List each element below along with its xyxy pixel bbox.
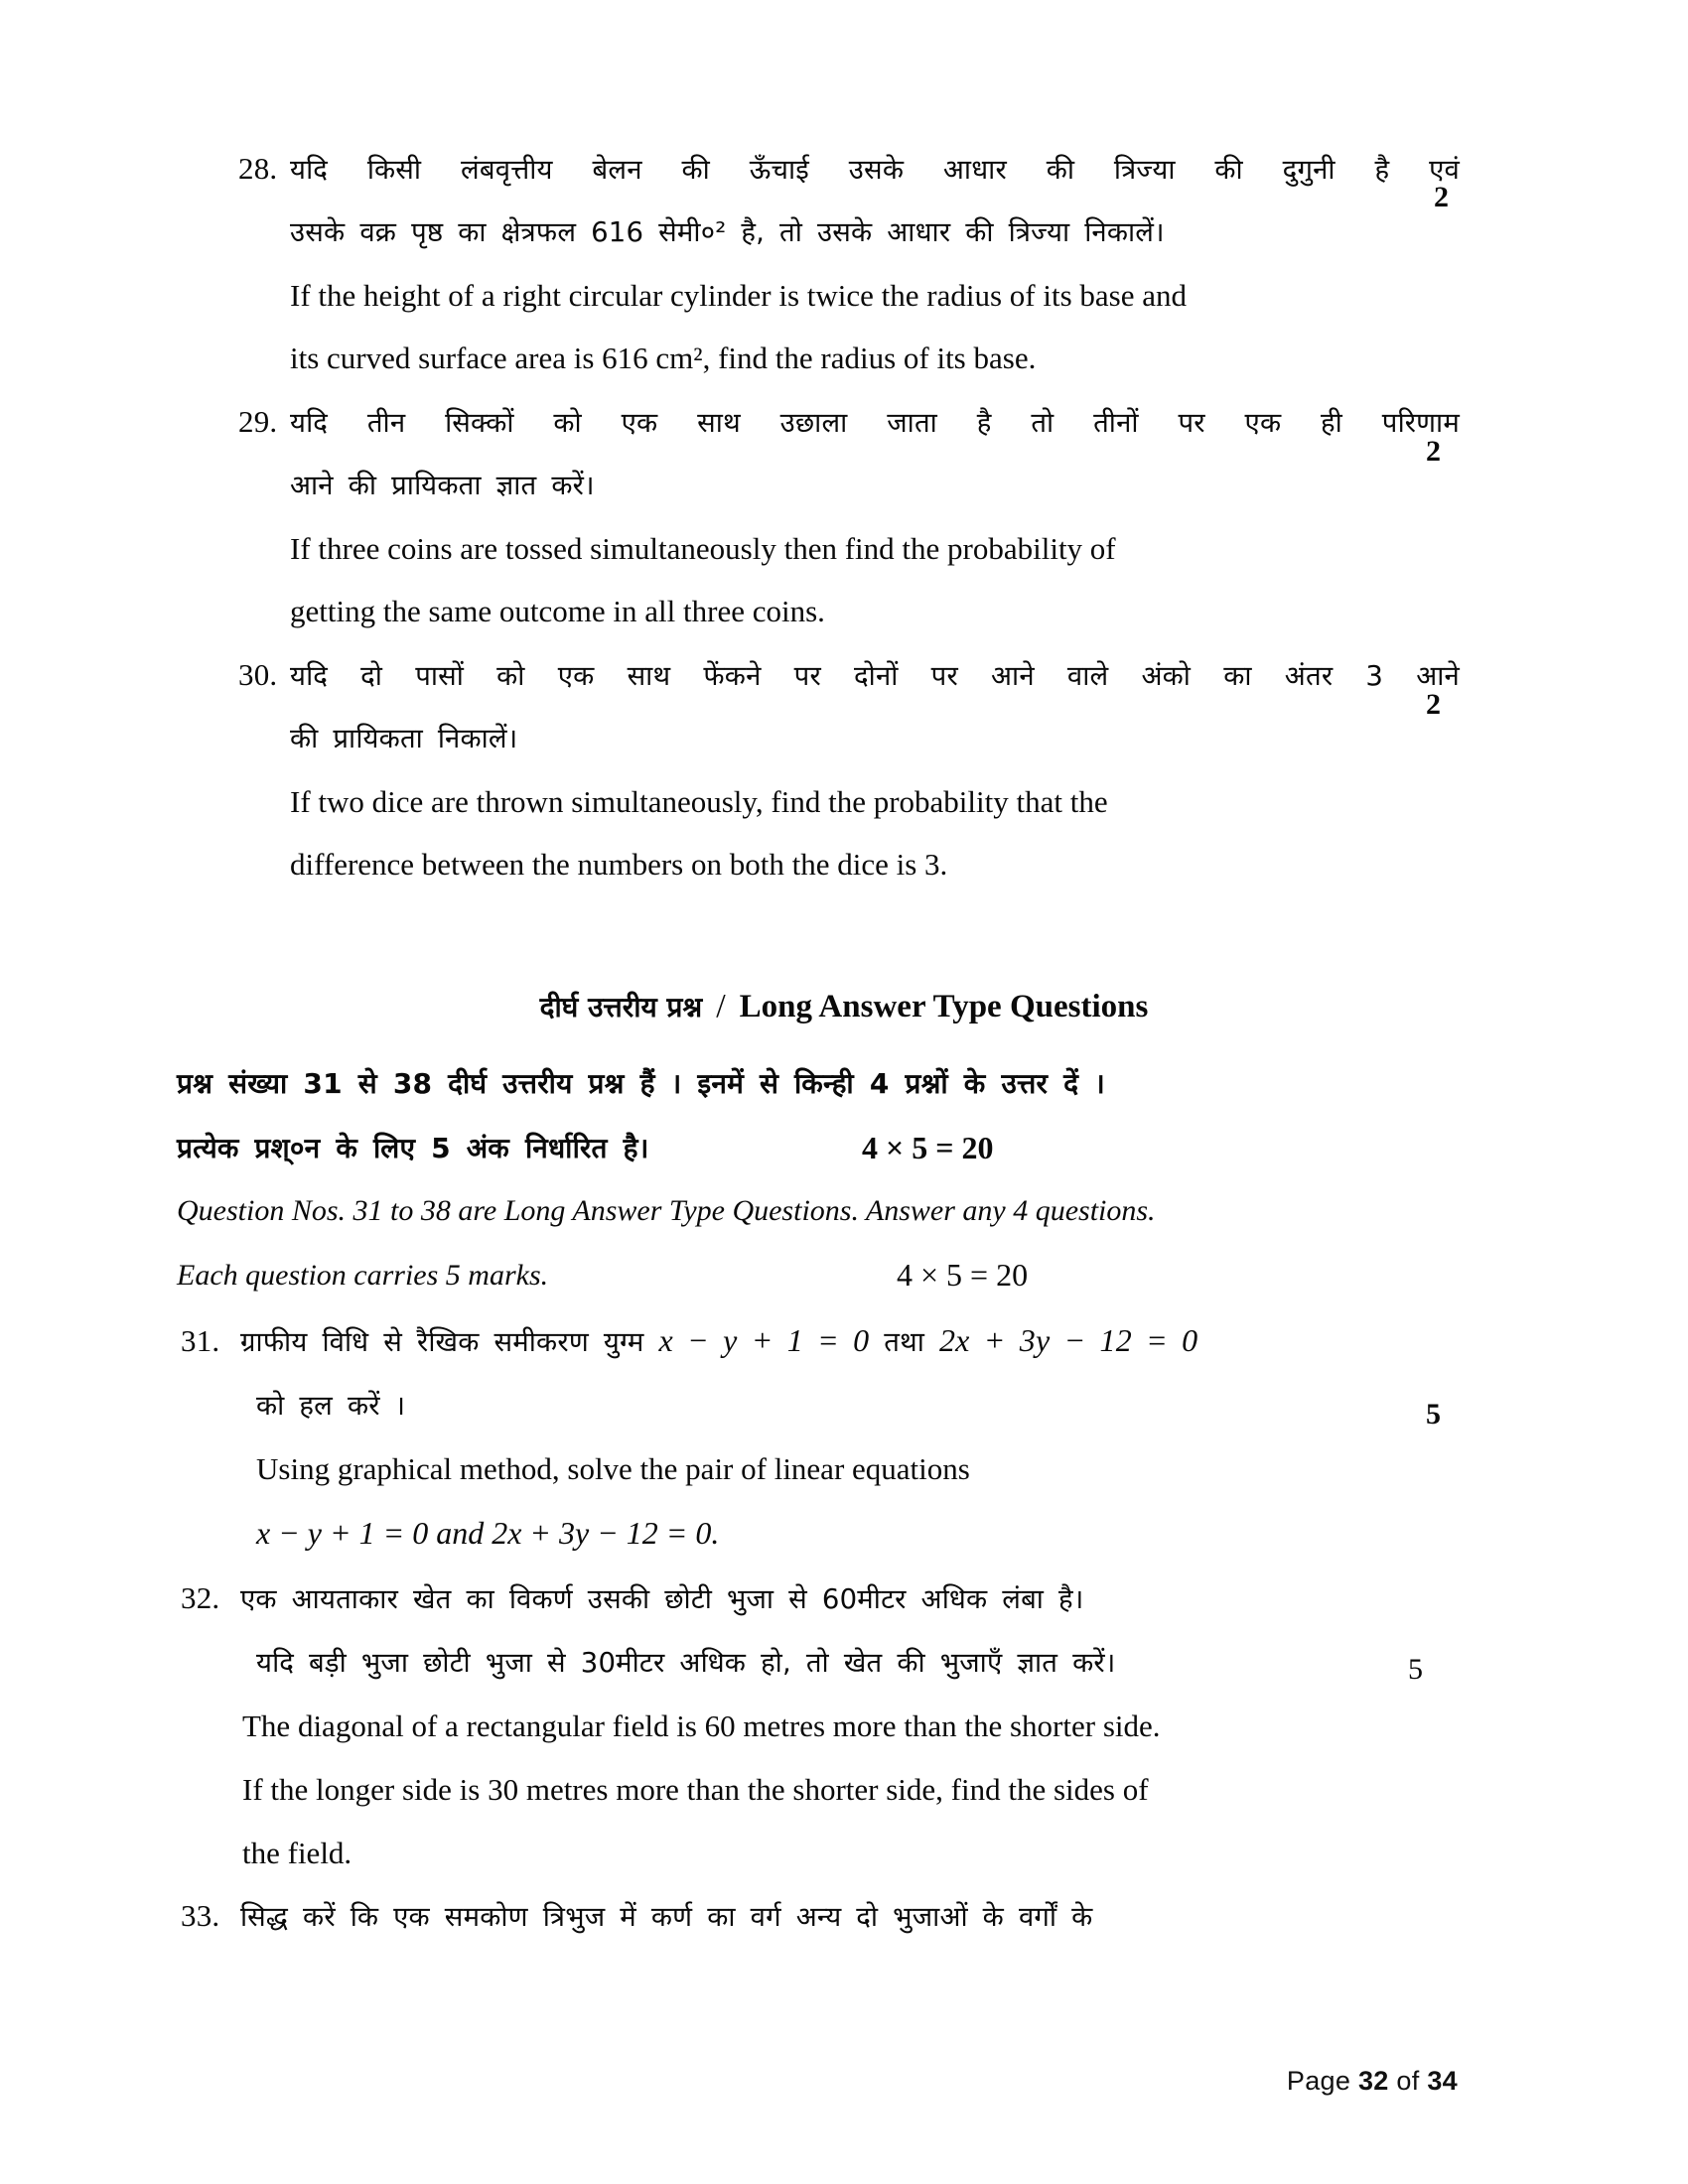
q29-english-line-2 [238,581,1460,642]
q31-hindi-before: ग्राफीय विधि से रैखिक समीकरण युग्म [240,1326,659,1358]
q32-english-line-3: the field. [242,1836,352,1870]
q28-marks: 2 [1434,181,1449,213]
instruction-english-1: Question Nos. 31 to 38 are Long Answer Type Questions. Answer any 4 questions. [177,1194,1156,1227]
q30-hindi-line-1 [238,643,1460,708]
instruction-hindi-2: प्रत्येक प्रश्०न के लिए 5 अंक निर्धारित है। [177,1132,649,1164]
q31-marks: 5 [1426,1398,1441,1431]
instruction-hindi-1: प्रश्न संख्या 31 से 38 दीर्घ उत्तरीय प्रश्न हैं । इनमें से किन्ही 4 प्रश्नों के उत्तर दें । [177,1067,1105,1100]
q32-hindi-line-1 [181,1567,1462,1631]
q28-hindi-line-1 [238,137,1460,202]
section-heading-separator: / [716,988,726,1024]
q31-equation-2: 2x + 3y − 12 = 0 [938,1322,1198,1358]
q30-number: 30. [238,657,278,692]
q33-hindi-line-1 [181,1884,1462,1949]
q29-hindi-line-1 [238,390,1460,455]
q32-english-line-2: If the longer side is 30 metres more than the shorter side, find the sides of [242,1772,1149,1807]
q28-english-line-2 [238,328,1460,389]
q33-number: 33. [181,1898,220,1933]
instruction-hindi-2-row [177,1116,1458,1179]
instruction-english-2-row [177,1243,1458,1306]
question-31 [181,1308,1462,1565]
q32-marks: 5 [1408,1653,1423,1686]
q31-hindi-joiner: तथा [869,1326,939,1358]
q28-hindi-text-1: यदि किसी लंबवृत्तीय बेलन की ऊँचाई उसके आधार की त्रिज्या की दुगुनी है एवं [290,154,1460,186]
section-instructions [177,1052,1458,1306]
question-33 [181,1884,1462,1949]
q29-hindi-text-2: आने की प्रायिकता ज्ञात करें। [290,470,595,501]
footer-middle: of [1396,2066,1420,2096]
q30-hindi-line-2 [238,708,1460,770]
q33-hindi-text-1: सिद्ध करें कि एक समकोण त्रिभुज में कर्ण का वर्ग अन्य दो भुजाओं के वर्गों के [240,1901,1093,1933]
q29-hindi-line-2 [238,455,1460,517]
q31-number: 31. [181,1323,220,1358]
q29-hindi-text-1: यदि तीन सिक्कों को एक साथ उछाला जाता है तो तीनों पर एक ही परिणाम [290,407,1460,439]
page-footer [1287,2066,1458,2097]
q30-hindi-text-2: की प्रायिकता निकालें। [290,723,518,754]
q32-hindi-text-1: एक आयताकार खेत का विकर्ण उसकी छोटी भुजा से 60मीटर अधिक लंबा है। [240,1583,1084,1615]
footer-current-page: 32 [1357,2066,1389,2096]
instruction-english-2: Each question carries 5 marks. [177,1259,549,1292]
footer-total-pages: 34 [1427,2066,1458,2096]
q31-hindi-line-1 [181,1308,1462,1374]
q28-hindi-text-2: उसके वक्र पृष्ठ का क्षेत्रफल 616 सेमी०² है, तो उसके आधार की त्रिज्या निकालें। [290,216,1165,248]
section-heading [0,988,1688,1025]
q30-english-line-2 [238,834,1460,895]
q31-hindi-line-2: को हल करें । [256,1390,406,1422]
q29-english-text-1: If three coins are tossed simultaneously then find the probability of [290,531,1116,566]
q28-english-line-1 [238,264,1460,328]
q32-hindi-line-2: यदि बड़ी भुजा छोटी भुजा से 30मीटर अधिक हो, तो खेत की भुजाएँ ज्ञात करें। [256,1647,1116,1679]
question-29 [238,390,1460,642]
instruction-english-marks: 4 × 5 = 20 [897,1257,1029,1293]
q29-number: 29. [238,404,278,439]
question-30 [238,643,1460,895]
q30-english-text-2: difference between the numbers on both the dice is 3. [290,847,948,882]
question-28 [238,137,1460,389]
section-heading-english: Long Answer Type Questions [739,989,1149,1024]
question-32 [181,1567,1462,1885]
q30-marks: 2 [1426,688,1441,721]
q30-hindi-text-1: यदि दो पासों को एक साथ फेंकने पर दोनों पर आने वाले अंको का अंतर 3 आने [290,660,1460,692]
q29-english-line-1 [238,517,1460,581]
footer-prefix: Page [1286,2066,1351,2096]
section-heading-hindi: दीर्घ उत्तरीय प्रश्न [539,991,703,1024]
q31-english-line-1: Using graphical method, solve the pair of linear equations [256,1451,970,1486]
q31-equation-1: x − y + 1 = 0 [658,1322,870,1358]
q29-marks: 2 [1426,435,1441,468]
q30-english-text-1: If two dice are thrown simultaneously, find the probability that the [290,784,1108,819]
q28-hindi-line-2 [238,202,1460,264]
q32-english-line-1: The diagonal of a rectangular field is 60 metres more than the shorter side. [242,1708,1161,1743]
q28-number: 28. [238,151,278,186]
instruction-hindi-marks: 4 × 5 = 20 [862,1130,994,1165]
q28-english-text-1: If the height of a right circular cylinder is twice the radius of its base and [290,278,1187,313]
q28-english-text-2: its curved surface area is 616 cm², find the radius of its base. [290,341,1037,375]
q29-english-text-2: getting the same outcome in all three coins. [290,594,825,628]
q31-english-equation: x − y + 1 = 0 and 2x + 3y − 12 = 0. [256,1515,720,1551]
q32-number: 32. [181,1580,220,1615]
q30-english-line-1 [238,770,1460,834]
